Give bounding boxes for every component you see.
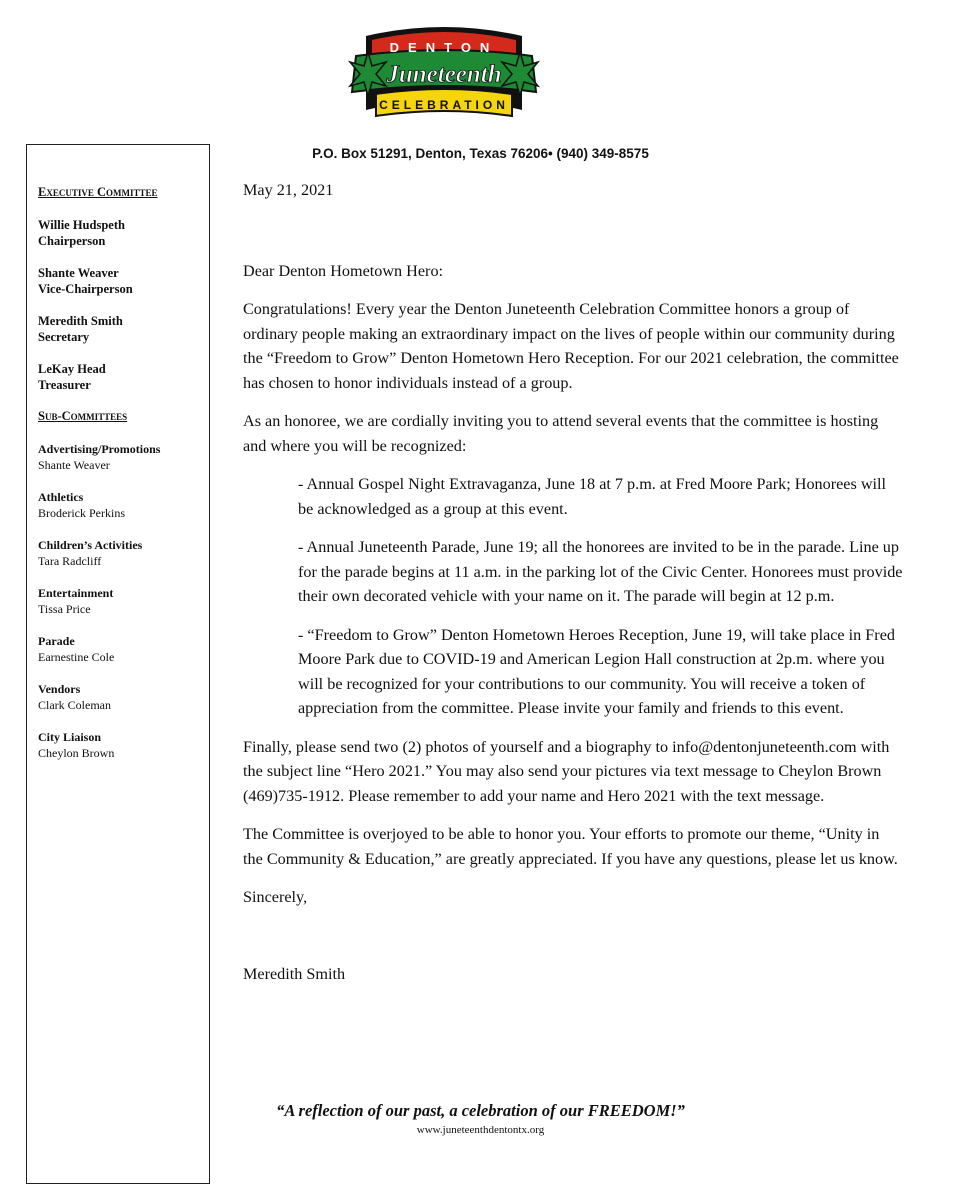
subcommittee-title: Vendors [38,682,81,696]
member-name: Shante Weaver [38,266,119,280]
letter-paragraph-2: As an honoree, we are cordially inviting you to attend several events that the committee is hosting and where you will be recognized: [243,412,879,455]
header-address: P.O. Box 51291, Denton, Texas 76206• (940) 349-8575 [312,146,649,161]
subcommittee-person: Tara Radcliff [38,554,102,568]
logo-main-text: Juneteenth [386,61,502,88]
subcommittee-item [38,537,209,569]
executive-member [38,217,209,249]
letter-signature: Meredith Smith [243,964,346,983]
member-role: Treasurer [38,378,91,392]
subcommittee-item [38,441,209,473]
denton-juneteenth-logo [346,22,542,130]
committee-sidebar [26,144,210,1184]
subcommittee-item [38,489,209,521]
subcommittee-title: Entertainment [38,586,114,600]
footer-tagline: “A reflection of our past, a celebration of our FREEDOM!” [276,1101,685,1120]
footer-website: www.juneteenthdentontx.org [416,1124,545,1136]
subcommittee-item [38,729,209,761]
subcommittee-person: Cheylon Brown [38,746,115,760]
subcommittee-title: City Liaison [38,730,102,744]
subcommittee-person: Earnestine Cole [38,650,115,664]
letter-greeting: Dear Denton Hometown Hero: [243,261,444,280]
executive-member [38,265,209,297]
subcommittee-person: Clark Coleman [38,698,111,712]
subcommittee-person: Shante Weaver [38,458,110,472]
subcommittee-title: Parade [38,634,75,648]
logo-bottom-text: CELEBRATION [379,98,509,112]
member-name: Meredith Smith [38,314,123,328]
letter-date: May 21, 2021 [243,181,334,199]
letter-paragraph-3: Finally, please send two (2) photos of yourself and a biography to info@dentonjuneteenth.com with the subject line “Hero 2021.” You may also send your pictures via text message to Cheylon Brown (469)735-1912. Please remember to add your name and Hero 2021 with the text message. [243,737,890,805]
logo-top-text: DENTON [389,40,499,55]
executive-member [38,313,209,345]
letter-paragraph-1: Congratulations! Every year the Denton Juneteenth Celebration Committee honors a group of ordinary people making an extraordinary impact on the lives of people within our community during the “Freedom to Grow” Denton Hometown Hero Reception. For our 2021 celebration, the committee has chosen to honor individuals instead of a group. [243,300,899,392]
subcommittee-title: Advertising/Promotions [38,442,161,456]
member-name: LeKay Head [38,362,106,376]
sub-committees-heading: Sub-Committees [38,409,128,423]
member-role: Chairperson [38,234,106,248]
member-role: Secretary [38,330,90,344]
subcommittee-item [38,681,209,713]
subcommittee-item [38,633,209,665]
letter-body [243,178,903,986]
letter-paragraph-4: The Committee is overjoyed to be able to honor you. Your efforts to promote our theme, “Unity in the Community & Education,” are greatly appreciated. If you have any questions, please let us know. [243,825,898,868]
subcommittee-person: Tissa Price [38,602,91,616]
subcommittee-title: Children’s Activities [38,538,143,552]
event-heroes-reception: - “Freedom to Grow” Denton Hometown Heroes Reception, June 19, will take place in Fred Moore Park due to COVID-19 and American Legion Hall construction at 2p.m. where you will be recognized for your contributions to our community. You will receive a token of appreciation from the committee. Please invite your family and friends to this event. [298,625,895,717]
member-name: Willie Hudspeth [38,218,125,232]
member-role: Vice-Chairperson [38,282,133,296]
subcommittee-person: Broderick Perkins [38,506,125,520]
subcommittee-item [38,585,209,617]
letter-closing: Sincerely, [243,888,308,906]
event-parade: - Annual Juneteenth Parade, June 19; all the honorees are invited to be in the parade. Line up for the parade begins at 11 a.m. in the parking lot of the Civic Center. Honorees must provide their own decorated vehicle with your name on it. The parade will begin at 12 p.m. [298,538,903,605]
executive-committee-heading: Executive Committee [38,185,158,199]
event-gospel-night: - Annual Gospel Night Extravaganza, June 18 at 7 p.m. at Fred Moore Park; Honorees will be acknowledged as a group at this event. [298,475,887,518]
executive-member [38,361,209,393]
subcommittee-title: Athletics [38,490,84,504]
